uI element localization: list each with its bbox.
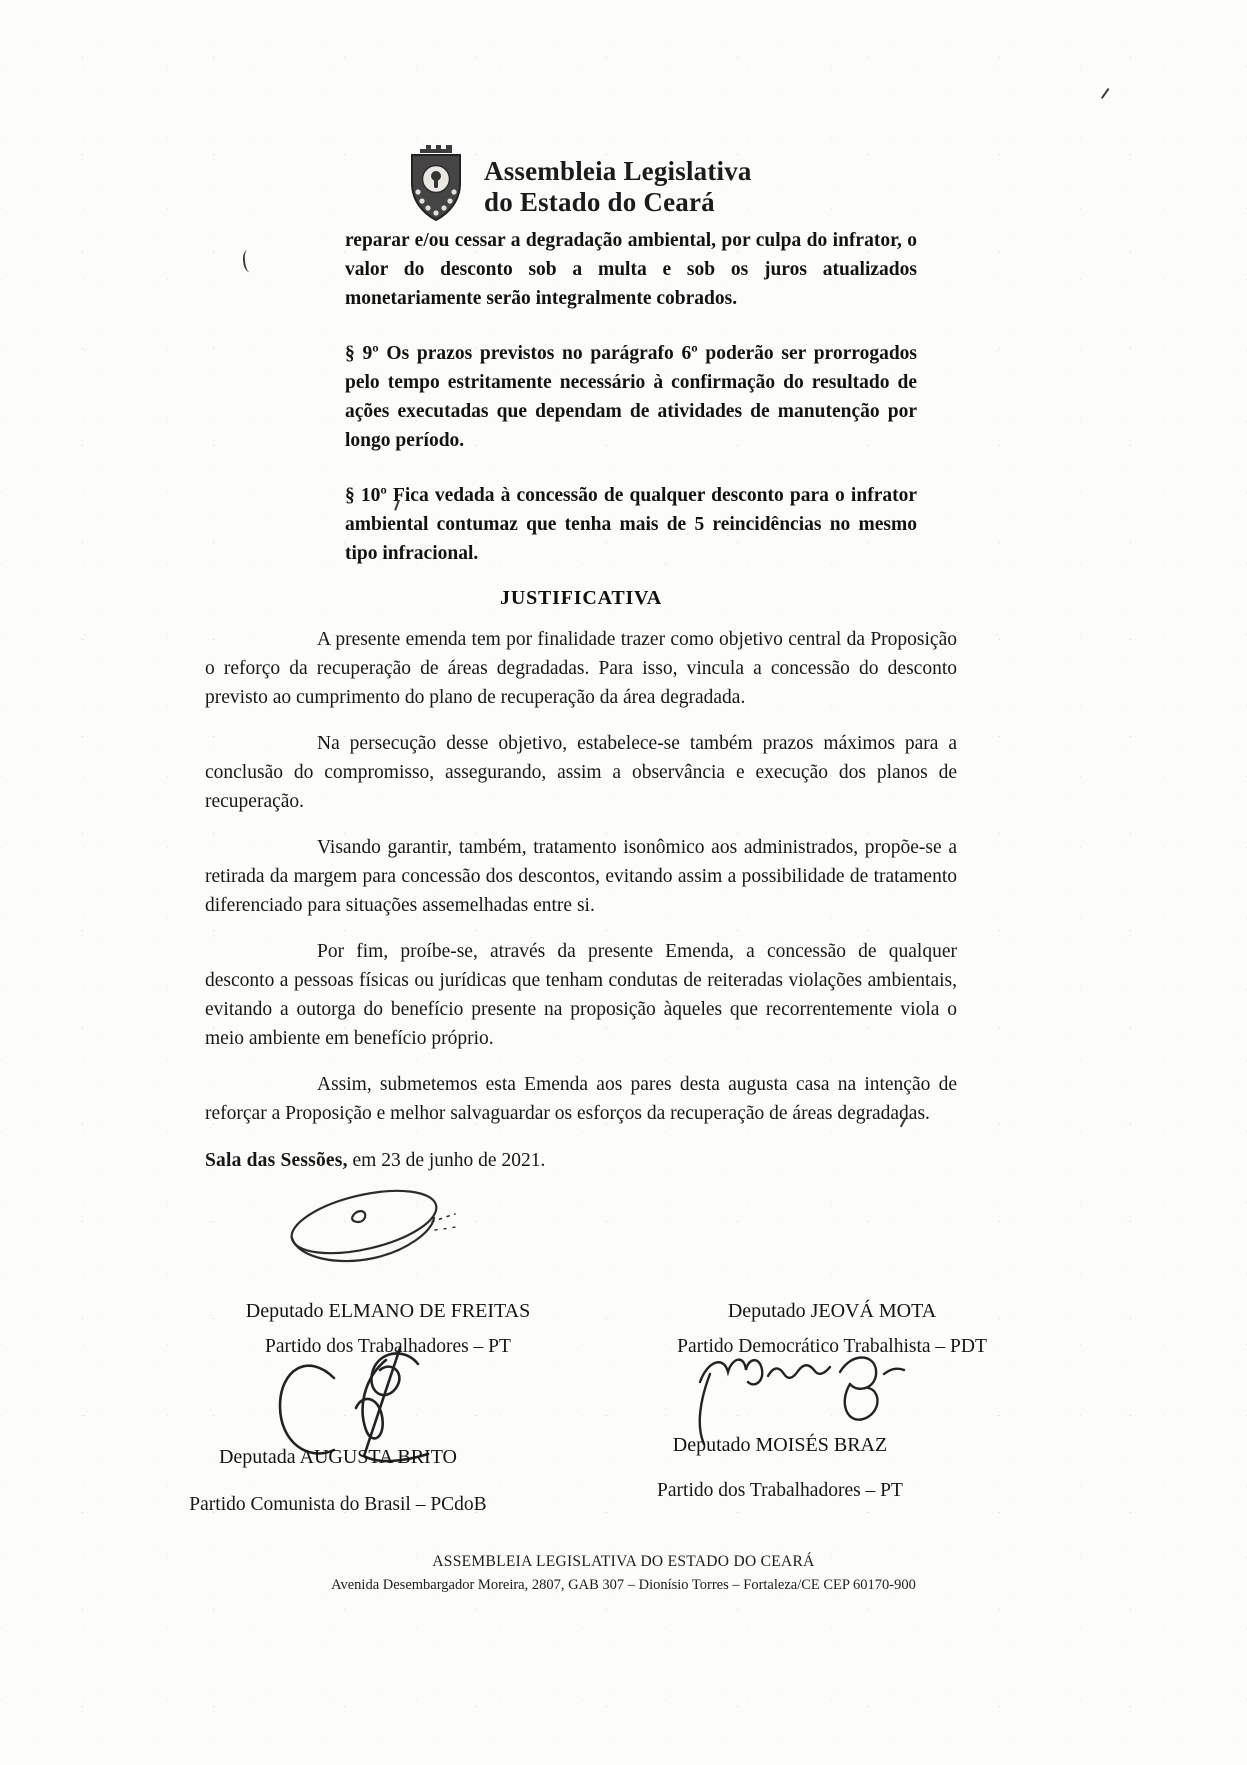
session-date-line xyxy=(205,1146,957,1175)
justification-paragraph: Na persecução desse objetivo, estabelece-se também prazos máximos para a conclusão do compromisso, assegurando, assim a observância e execução dos planos de recuperação. xyxy=(205,733,957,812)
justification-paragraph: Visando garantir, também, tratamento isonômico aos administrados, propõe-se a retirada da margem para concessão dos descontos, evitando assim a possibilidade de tratamento diferenciado para situações assemelhadas entre si. xyxy=(205,837,957,916)
signatory-party: Partido Comunista do Brasil – PCdoB xyxy=(189,1494,487,1515)
organization-name xyxy=(484,142,752,218)
signatory-name: Deputada AUGUSTA BRITO xyxy=(218,1446,458,1468)
signatory-party: Partido Democrático Trabalhista – PDT xyxy=(677,1336,987,1357)
amendment-text-block xyxy=(205,226,957,568)
session-date-value: em 23 de junho de 2021. xyxy=(347,1150,546,1171)
signatory-block-elmano xyxy=(168,1298,608,1360)
signatory-party: Partido dos Trabalhadores – PT xyxy=(265,1336,511,1357)
session-date-label: Sala das Sessões, xyxy=(205,1150,348,1171)
document-header xyxy=(402,142,752,226)
organization-name-line1: Assembleia Legislativa xyxy=(484,156,752,186)
quoted-paragraph-10: § 10º Fica vedada à concessão de qualquer desconto para o infrator ambiental contumaz que tenha mais de 5 reincidências no mesmo tipo infracional. xyxy=(345,485,917,564)
document-footer xyxy=(0,1550,1247,1596)
signatory-name: Deputado MOISÉS BRAZ xyxy=(672,1434,888,1456)
quoted-paragraph: reparar e/ou cessar a degradação ambiental, por culpa do infrator, o valor do desconto sob a multa e sob os juros atualizados monetariamente serão integralmente cobrados. xyxy=(345,230,917,309)
justification-paragraph: A presente emenda tem por finalidade trazer como objetivo central da Proposição o reforço da recuperação de áreas degradadas. Para isso, vincula a concessão do desconto previsto ao cumprimento do plano de recuperação da área degradada. xyxy=(205,629,957,708)
signatory-name: Deputado JEOVÁ MOTA xyxy=(727,1300,937,1322)
scan-artifact-mark xyxy=(1101,88,1111,100)
quoted-paragraph-9: § 9º Os prazos previstos no parágrafo 6º poderão ser prorrogados pelo tempo estritamente necessário à confirmação do resultado de ações executadas que dependam de atividades de manutenção por longo período. xyxy=(345,343,917,451)
justification-paragraph: Por fim, proíbe-se, através da presente Emenda, a concessão de qualquer desconto a pessoas físicas ou jurídicas que tenham condutas de reiteradas violações ambientais, evitando a outorga do benefício presente na proposição àqueles que recorrentemente viola o meio ambiente em benefício próprio. xyxy=(205,941,957,1049)
signatory-block-jeova xyxy=(612,1298,1052,1360)
footer-org-name: ASSEMBLEIA LEGISLATIVA DO ESTADO DO CEARÁ xyxy=(432,1553,815,1570)
document-body xyxy=(205,226,957,1195)
signatory-block-augusta xyxy=(118,1444,558,1518)
signatory-name: Deputado ELMANO DE FREITAS xyxy=(245,1300,531,1322)
footer-address: Avenida Desembargador Moreira, 2807, GAB 307 – Dionísio Torres – Fortaleza/CE CEP 60170-900 xyxy=(331,1577,916,1593)
signatory-block-moises xyxy=(560,1432,1000,1504)
signature-scribble-ellipse xyxy=(280,1182,458,1278)
signatory-party: Partido dos Trabalhadores – PT xyxy=(657,1480,903,1501)
section-heading: JUSTIFICATIVA xyxy=(500,587,662,609)
justification-paragraph: Assim, submetemos esta Emenda aos pares desta augusta casa na intenção de reforçar a Proposição e melhor salvaguardar os esforços da recuperação de áreas degradadas. xyxy=(205,1074,957,1124)
ceara-coat-of-arms-icon xyxy=(402,142,470,226)
organization-name-line2: do Estado do Ceará xyxy=(484,187,715,217)
